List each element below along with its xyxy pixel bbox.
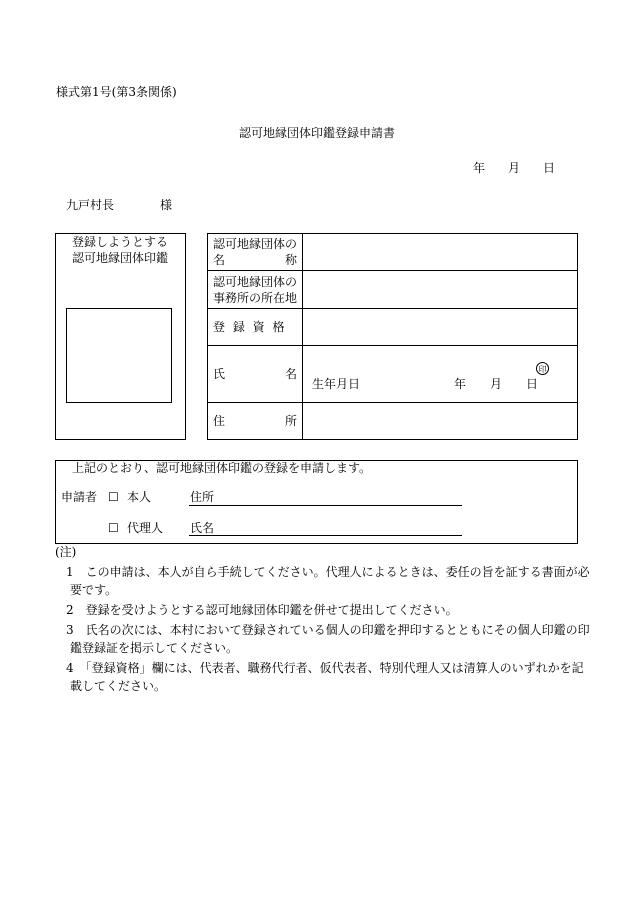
table-row-divider-1 [207,270,578,271]
seal-box-label-line2: 認可地縁団体印鑑 [72,251,169,265]
row-qualification-value[interactable] [304,310,576,343]
note-4-line-2: 載してください。 [70,679,167,693]
date-month: 月 [508,161,521,175]
agent-label: 代理人 [127,521,164,535]
birthdate-day: 日 [526,377,539,391]
form-number: 様式第1号(第3条関係) [56,85,177,99]
page-title: 認可地縁団体印鑑登録申請書 [239,126,396,140]
birthdate-year: 年 [454,377,467,391]
note-3-line-2: 鑑登録証を掲示してください。 [70,641,239,655]
agent-checkbox[interactable]: ☐ [108,521,119,535]
note-4-line-1: 4 「登録資格」欄には、代表者、職務代行者、仮代表者、特別代理人又は清算人のいずれかを記 [66,661,584,675]
table-column-divider [302,233,303,440]
row-office-value[interactable] [304,272,576,306]
addressee-name: 九戸村長 [66,198,115,212]
table-row-divider-3 [207,345,578,346]
applicant-label: 申請者 [61,490,98,504]
table-row-divider-4 [207,402,578,403]
note-1-line-1: 1 この申請は、本人が自ら手続してください。代理人によるときは、委任の旨を証する書面が必 [66,565,590,579]
row-name-label-line2a: 名 [213,253,226,267]
self-checkbox[interactable]: ☐ [108,490,119,504]
applicant-statement: 上記のとおり、認可地縁団体印鑑の登録を申請します。 [72,461,372,475]
note-2-line-1: 2 登録を受けようとする認可地縁団体印鑑を併せて提出してください。 [66,603,458,617]
applicant-name-label: 氏名 [190,521,215,535]
table-row-divider-2 [207,308,578,309]
row-person-name-label-a: 氏 [213,367,226,381]
applicant-name-line[interactable] [189,535,462,536]
row-qualification-label: 登 録 資 格 [213,320,287,334]
applicant-address-line[interactable] [189,505,462,506]
row-person-name-label-b: 名 [285,367,298,381]
row-office-label-line1: 認可地縁団体の [213,275,298,289]
addressee-honorific: 様 [160,198,173,212]
seal-stamp-icon: 印 [536,362,549,375]
birthdate-month: 月 [490,377,503,391]
date-day: 日 [543,161,556,175]
row-name-label-line1: 認可地縁団体の [213,237,298,251]
date-year: 年 [473,161,486,175]
notes-heading: (注) [55,545,77,559]
note-1-line-2: 要です。 [70,583,118,597]
applicant-address-label: 住所 [190,490,215,504]
row-address-value[interactable] [304,404,576,438]
row-address-label-b: 所 [285,414,298,428]
row-address-label-a: 住 [213,414,226,428]
row-name-value[interactable] [304,235,576,268]
row-office-label-line2: 事務所の所在地 [213,291,298,305]
self-label: 本人 [127,490,152,504]
row-name-label-line2b: 称 [285,253,298,267]
seal-impression-area[interactable] [66,308,172,403]
seal-box-label-line1: 登録しようとする [72,235,169,249]
birthdate-label: 生年月日 [312,377,361,391]
note-3-line-1: 3 氏名の次には、本村において登録されている個人の印鑑を押印するとともにその個人印鑑の印 [66,623,590,637]
